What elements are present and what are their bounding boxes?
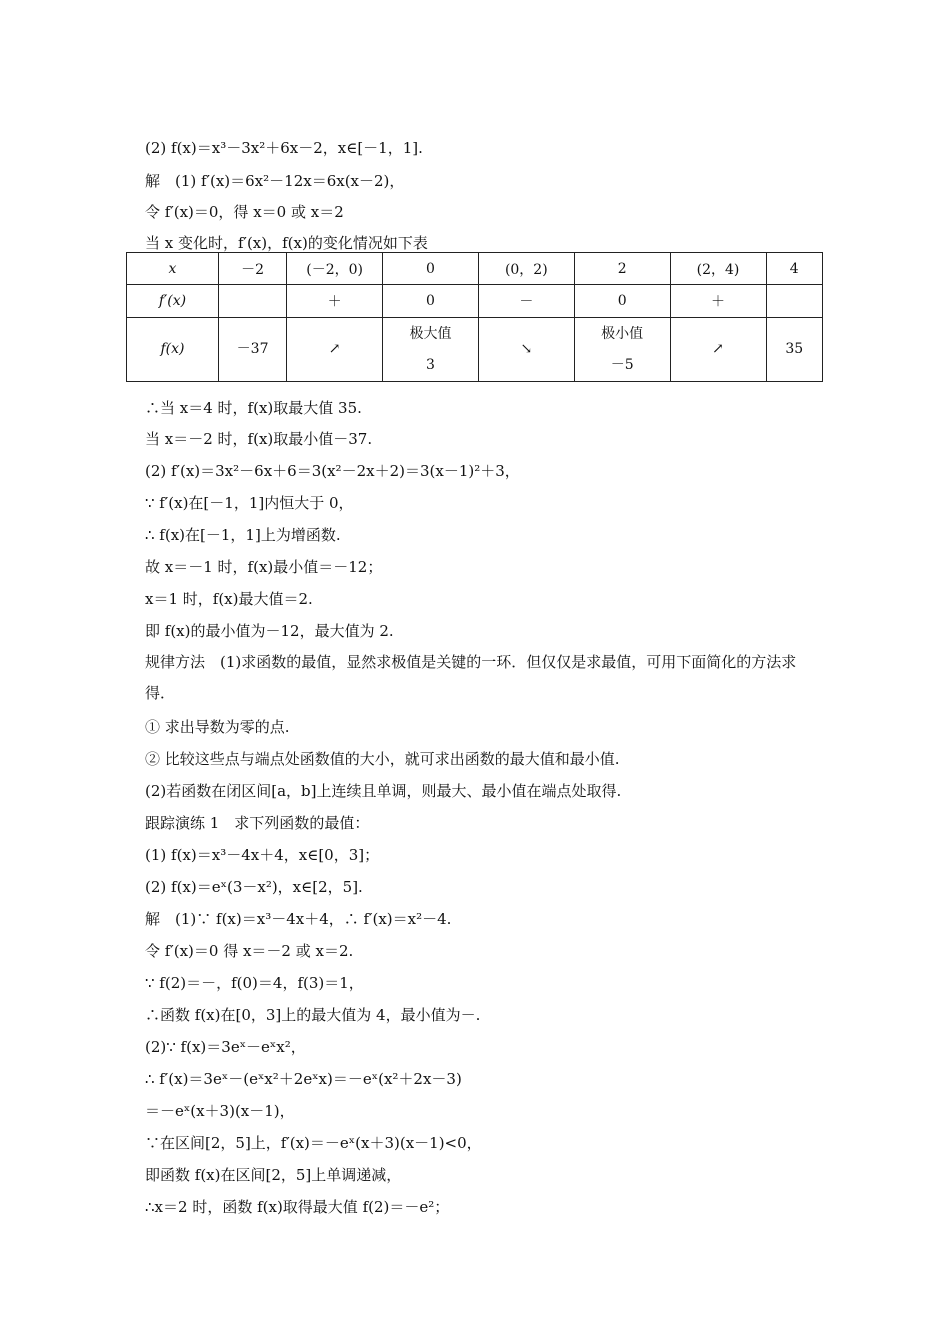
exercise-solution-2: (2)∵ f(x)＝3eˣ－eˣx²， <box>145 1038 306 1056</box>
solution-derivative: 解 (1) f′(x)＝6x²－12x＝6x(x－2)， <box>145 172 405 190</box>
variation-table <box>126 252 823 382</box>
table-cell: (0，2) <box>478 253 574 285</box>
exercise-part-1: (1) f(x)＝x³－4x＋4，x∈[0，3]； <box>145 846 380 864</box>
table-cell: 2 <box>574 253 670 285</box>
table-cell: －37 <box>218 318 286 382</box>
exercise-max-value: ∴x＝2 时，函数 f(x)取得最大值 f(2)＝－e²； <box>145 1198 450 1216</box>
part2-summary: 即 f(x)的最小值为－12，最大值为 2. <box>145 622 394 640</box>
exercise-decreasing: 即函数 f(x)在区间[2，5]上单调递减， <box>145 1166 402 1184</box>
table-cell: x <box>127 253 219 285</box>
conclusion-max: ∴当 x＝4 时，f(x)取最大值 35. <box>145 399 362 417</box>
table-cell: 0 <box>383 253 479 285</box>
part2-max-value: x＝1 时，f(x)最大值＝2. <box>145 590 313 608</box>
problem-2-statement: (2) f(x)＝x³－3x²＋6x－2，x∈[－1，1]. <box>145 139 423 157</box>
table-cell <box>766 285 823 318</box>
table-row-x <box>127 253 823 285</box>
exercise-factored: ＝－eˣ(x＋3)(x－1)， <box>145 1102 295 1120</box>
table-cell: －2 <box>218 253 286 285</box>
table-cell <box>218 285 286 318</box>
part2-increasing: ∴ f(x)在[－1，1]上为增函数. <box>145 526 341 544</box>
table-cell: f′(x) <box>127 285 219 318</box>
table-cell: ＋ <box>670 285 766 318</box>
part2-min-value: 故 x＝－1 时，f(x)最小值＝－12； <box>145 558 383 576</box>
conclusion-min: 当 x＝－2 时，f(x)取最小值－37. <box>145 430 373 448</box>
table-cell: 4 <box>766 253 823 285</box>
table-cell: ＋ <box>287 285 383 318</box>
table-cell: 0 <box>383 285 479 318</box>
exercise-title: 跟踪演练 1 求下列函数的最值： <box>145 814 370 832</box>
table-cell: － <box>478 285 574 318</box>
method-step-2: ② 比较这些点与端点处函数值的大小，就可求出函数的最大值和最小值. <box>145 750 620 768</box>
method-step-1: ① 求出导数为零的点. <box>145 718 290 736</box>
method-point-2: (2)若函数在闭区间[a，b]上连续且单调，则最大、最小值在端点处取得. <box>145 782 622 800</box>
table-cell: ↘ <box>478 318 574 382</box>
exercise-negative: ∵在区间[2，5]上，f′(x)＝－eˣ(x＋3)(x－1)<0， <box>145 1134 482 1152</box>
exercise-values: ∵ f(2)＝－，f(0)＝4，f(3)＝1， <box>145 974 364 992</box>
table-cell: 0 <box>574 285 670 318</box>
exercise-derivative-2: ∴ f′(x)＝3eˣ－(eˣx²＋2eˣx)＝－eˣ(x²＋2x－3) <box>145 1070 462 1088</box>
table-cell: ↗ <box>287 318 383 382</box>
critical-points: 令 f′(x)＝0，得 x＝0 或 x＝2 <box>145 203 344 221</box>
table-cell: f(x) <box>127 318 219 382</box>
table-cell: ↗ <box>670 318 766 382</box>
exercise-result-1: ∴函数 f(x)在[0，3]上的最大值为 4，最小值为－. <box>145 1006 481 1024</box>
exercise-solution-1: 解 (1)∵ f(x)＝x³－4x＋4，∴ f′(x)＝x²－4. <box>145 910 452 928</box>
part2-derivative: (2) f′(x)＝3x²－6x＋6＝3(x²－2x＋2)＝3(x－1)²＋3， <box>145 462 520 480</box>
table-cell-min: 极小值 －5 <box>574 318 670 382</box>
part2-positive: ∵ f′(x)在[－1，1]内恒大于 0， <box>145 494 354 512</box>
method-paragraph: 规律方法 (1)求函数的最值，显然求极值是关键的一环．但仅仅是求最值，可用下面简化的方法求得． <box>145 653 797 702</box>
table-cell: (2，4) <box>670 253 766 285</box>
table-cell: (－2，0) <box>287 253 383 285</box>
table-cell-max: 极大值 3 <box>383 318 479 382</box>
table-row-f <box>127 318 823 382</box>
table-row-fprime <box>127 285 823 318</box>
table-cell: 35 <box>766 318 823 382</box>
exercise-critical: 令 f′(x)＝0 得 x＝－2 或 x＝2. <box>145 942 354 960</box>
exercise-part-2: (2) f(x)＝eˣ(3－x²)，x∈[2，5]. <box>145 878 363 896</box>
table-intro: 当 x 变化时，f′(x)，f(x)的变化情况如下表 <box>145 234 428 252</box>
